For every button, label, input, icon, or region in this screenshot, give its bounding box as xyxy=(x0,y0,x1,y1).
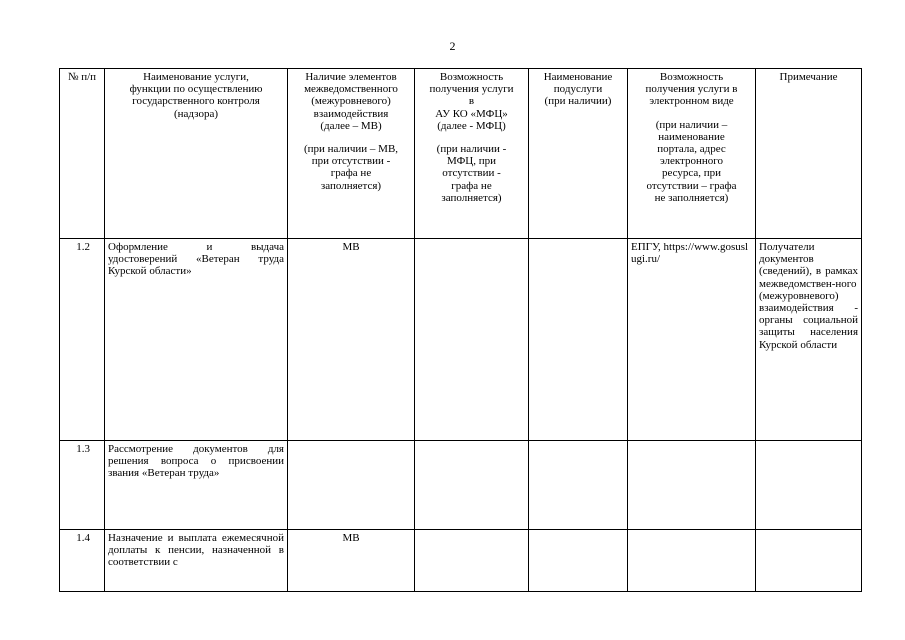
header-line: (далее - МФЦ) xyxy=(437,119,506,132)
header-line: ресурса, при xyxy=(661,167,722,180)
row-electronic: ЕПГУ, https://www.gosuslugi.ru/ xyxy=(628,239,756,441)
row-subservice xyxy=(529,239,628,441)
header-line: (при наличии - xyxy=(436,143,507,156)
header-electronic xyxy=(628,69,756,239)
header-line: графа не xyxy=(330,167,372,180)
row-interaction: МВ xyxy=(288,239,415,441)
row-subservice xyxy=(529,441,628,530)
header-electronic-text xyxy=(631,71,752,108)
header-electronic-note xyxy=(631,119,752,204)
table-row xyxy=(60,441,862,530)
header-line: Наименование услуги, xyxy=(143,71,249,83)
header-note: Примечание xyxy=(756,69,862,239)
row-mfc xyxy=(415,239,529,441)
header-num: № п/п xyxy=(60,69,105,239)
header-line: получения услуги в xyxy=(645,83,738,96)
header-line: заполняется) xyxy=(320,179,382,192)
header-line: при отсутствии - xyxy=(311,155,391,168)
header-line: функции по осуществлению xyxy=(129,83,263,96)
header-line: заполняется) xyxy=(441,191,502,204)
header-line: электронного xyxy=(659,155,724,168)
header-interaction-note xyxy=(291,143,411,192)
header-line: (при наличии – xyxy=(655,118,728,131)
header-line: (межуровневого) xyxy=(311,95,391,108)
row-num: 1.2 xyxy=(60,239,105,441)
header-line: Наименование xyxy=(543,71,613,83)
header-line: АУ КО «МФЦ» xyxy=(435,107,508,120)
header-subservice xyxy=(529,69,628,239)
row-electronic xyxy=(628,530,756,592)
table-header-row xyxy=(60,69,862,239)
header-line: Возможность xyxy=(439,71,504,83)
row-mfc xyxy=(415,441,529,530)
header-line: подуслуги xyxy=(553,83,603,96)
header-line: получения услуги xyxy=(429,83,514,96)
header-mfc-note xyxy=(418,143,525,204)
header-line: не заполняется) xyxy=(654,191,729,204)
header-line: Возможность xyxy=(659,71,724,83)
header-service xyxy=(105,69,288,239)
header-interaction-text xyxy=(291,71,411,132)
header-line: графа не xyxy=(451,179,492,192)
header-line: государственного контроля xyxy=(132,95,260,108)
header-line: Наличие элементов xyxy=(305,71,397,83)
row-note: Получатели документов (сведений), в рамках межведомствен-ного (межуровневого) взаимодействия - органы социальной защиты населения Курской области xyxy=(756,239,862,441)
row-service: Назначение и выплата ежемесячной доплаты к пенсии, назначенной в соответствии с xyxy=(105,530,288,592)
row-service: Рассмотрение документов для решения вопроса о присвоении звания «Ветеран труда» xyxy=(105,441,288,530)
row-subservice xyxy=(529,530,628,592)
row-num: 1.4 xyxy=(60,530,105,592)
header-line: портала, адрес xyxy=(657,143,726,156)
header-line: (при наличии) xyxy=(544,95,612,108)
header-line: в xyxy=(468,95,475,108)
header-line: отсутствии – графа xyxy=(646,179,737,192)
header-line: наименование xyxy=(658,130,725,143)
header-mfc xyxy=(415,69,529,239)
header-line: отсутствии - xyxy=(442,167,501,180)
row-note xyxy=(756,441,862,530)
row-service: Оформление и выдача удостоверений «Ветеран труда Курской области» xyxy=(105,239,288,441)
table-row xyxy=(60,239,862,441)
header-mfc-text xyxy=(418,71,525,132)
header-line: (при наличии – МВ, xyxy=(303,143,399,156)
header-line: межведомственного xyxy=(304,83,398,96)
row-mfc xyxy=(415,530,529,592)
row-num: 1.3 xyxy=(60,441,105,530)
services-table xyxy=(59,68,862,592)
row-interaction xyxy=(288,441,415,530)
header-line: (надзора) xyxy=(174,107,218,120)
header-line: электронном виде xyxy=(649,95,734,108)
row-note xyxy=(756,530,862,592)
row-interaction: МВ xyxy=(288,530,415,592)
page-number: 2 xyxy=(449,39,456,53)
row-electronic xyxy=(628,441,756,530)
header-line: МФЦ, при xyxy=(446,155,497,168)
table-row xyxy=(60,530,862,592)
header-line: (далее – МВ) xyxy=(320,119,382,132)
header-line: взаимодействия xyxy=(313,107,389,120)
header-interaction xyxy=(288,69,415,239)
